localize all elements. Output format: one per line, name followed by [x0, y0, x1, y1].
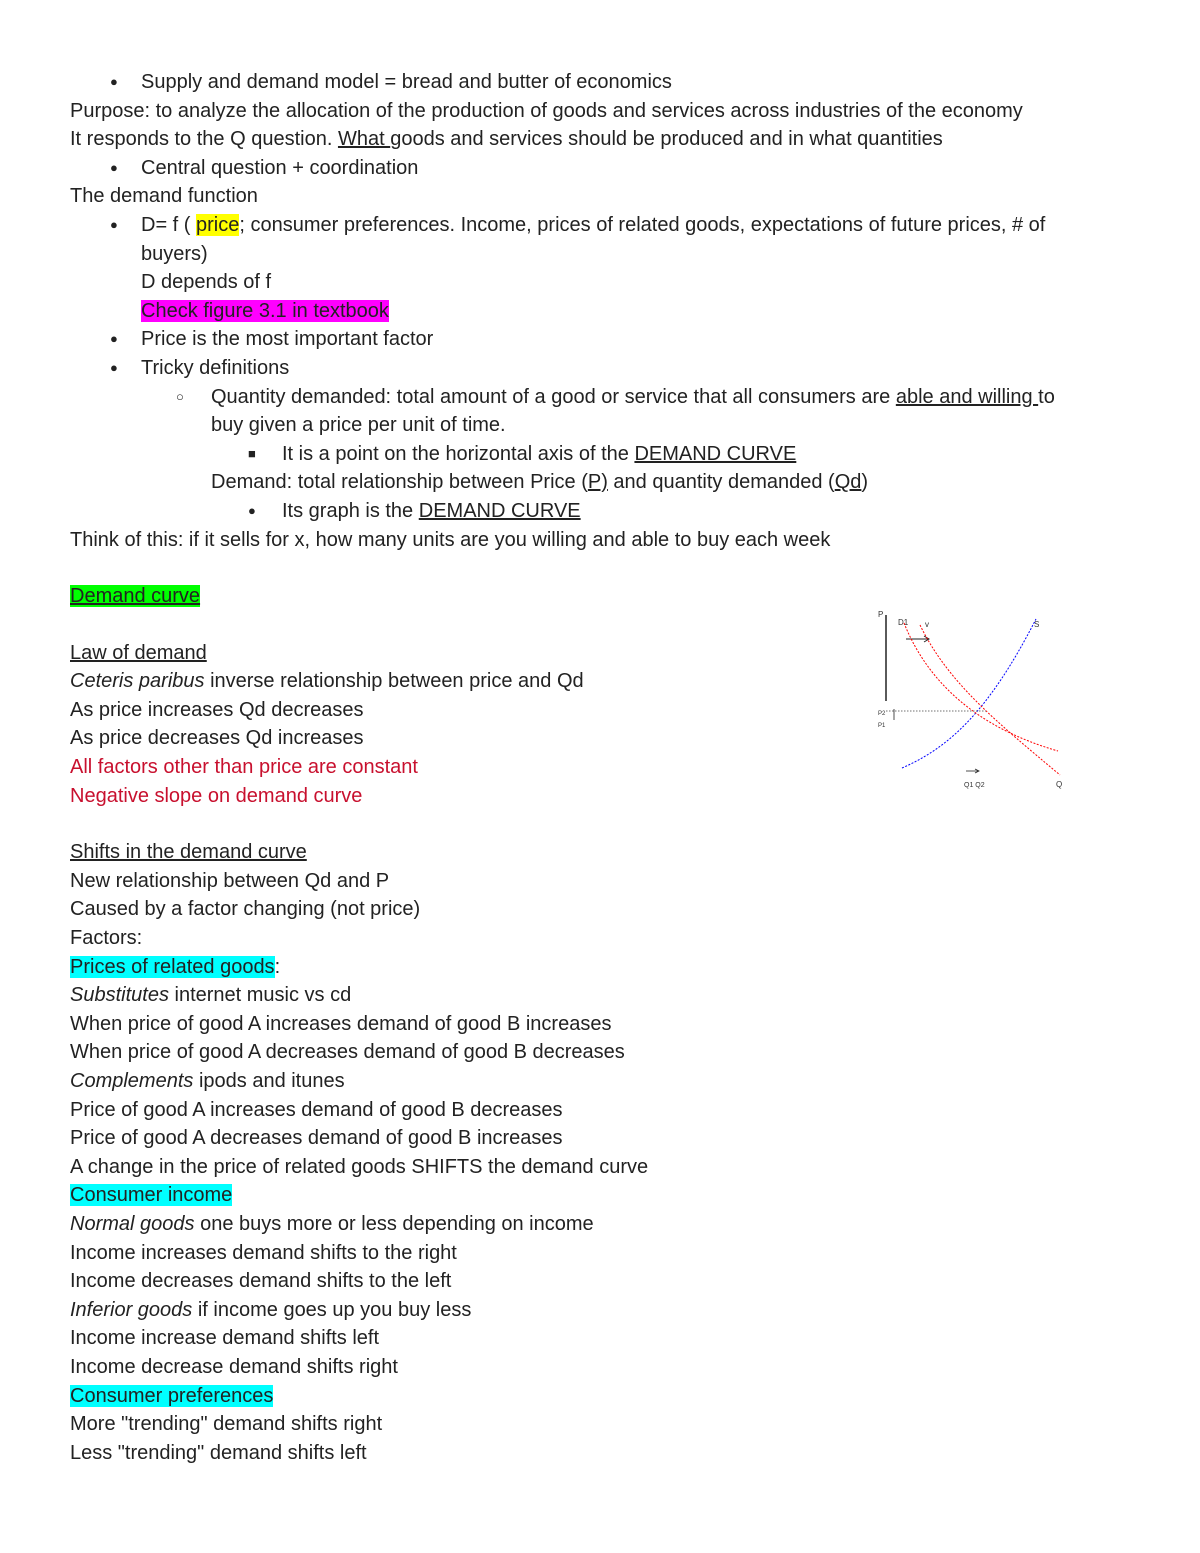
text: to [1038, 385, 1055, 408]
text: ; consumer preferences. Income, prices of related goods, expectations of future prices, # of [239, 213, 1046, 236]
bullet-line [70, 383, 1160, 412]
text: one buys more or less depending on income [194, 1212, 594, 1235]
text-line [70, 838, 1160, 867]
supply-label: S [1034, 620, 1040, 629]
bullet-circle-icon: ○ [176, 388, 184, 404]
text: buy given a price per unit of time. [211, 414, 506, 437]
price-axis-label: P [878, 610, 884, 619]
bullet-disc-icon: ● [110, 216, 118, 232]
text-line [70, 297, 1160, 326]
bullet-line [70, 68, 1160, 97]
bullet-disc-icon: ● [110, 359, 118, 375]
text: Quantity demanded: total amount of a good or service that all consumers are [211, 385, 896, 408]
text-line [70, 1382, 1160, 1411]
text: It is a point on the horizontal axis of the [282, 442, 635, 465]
bullet-line [70, 440, 1160, 469]
text-line [70, 1267, 1160, 1296]
text: Price of good A increases demand of good B decreases [70, 1098, 563, 1121]
text-line [70, 125, 1160, 154]
italic-text: Inferior goods [70, 1298, 193, 1321]
subheading: Shifts in the demand curve [70, 841, 307, 864]
text: Central question + coordination [141, 156, 419, 179]
subheading: Law of demand [70, 641, 207, 664]
bullet-line [70, 325, 1160, 354]
text: Supply and demand model = bread and butter of economics [141, 71, 672, 93]
underlined-text: DEMAND CURVE [634, 442, 797, 465]
blank-line [70, 554, 1160, 582]
text-line [70, 240, 1160, 269]
quantity-ticks-label: Q1 Q2 [964, 782, 985, 789]
text: buyers) [141, 242, 208, 265]
text-line [70, 1010, 1160, 1039]
text: internet music vs cd [168, 984, 352, 1007]
bullet-disc-icon: ● [110, 159, 118, 175]
text-line [70, 468, 1160, 497]
text: ) [861, 471, 869, 494]
text: Price of good A decreases demand of good B increases [70, 1127, 563, 1150]
text-line [70, 1296, 1160, 1325]
text: ipods and itunes [193, 1070, 345, 1092]
bullet-disc-icon: ● [248, 502, 256, 518]
text-line [70, 1153, 1160, 1182]
bullet-line [70, 497, 1160, 526]
text: As price decreases Qd increases [70, 727, 364, 750]
p1-label: P1 [878, 723, 886, 729]
quantity-axis-label: Q [1056, 780, 1063, 789]
text-line [70, 867, 1160, 896]
text: When price of good A increases demand of good B increases [70, 1012, 612, 1035]
highlighted-text: Check figure 3.1 in textbook [141, 299, 389, 322]
red-text: Negative slope on demand curve [70, 784, 363, 807]
text: Income decreases demand shifts to the left [70, 1270, 452, 1293]
text-line [70, 1439, 1160, 1468]
bullet-disc-icon: ● [110, 74, 118, 89]
blank-line [70, 810, 1160, 838]
text: D depends of f [141, 271, 272, 294]
text: Demand: total relationship between Price ( [211, 471, 588, 494]
text: and quantity demanded ( [607, 471, 835, 494]
text-line [70, 1181, 1160, 1210]
underlined-text: able and willing [895, 385, 1039, 408]
red-text: All factors other than price are constant [70, 756, 418, 779]
p2-label: P2 [878, 711, 886, 717]
text: New relationship between Qd and P [70, 869, 390, 892]
text: D= f ( [141, 213, 197, 236]
text-line [70, 268, 1160, 297]
text-line [70, 924, 1160, 953]
underlined-text: DEMAND CURVE [418, 499, 581, 522]
text-line [70, 1324, 1160, 1353]
text: Purpose: to analyze the allocation of the production of goods and services across industries of the economy [70, 99, 1023, 122]
demand-curve-d1 [904, 623, 1058, 751]
underlined-text: What [337, 128, 391, 151]
highlighted-text: Consumer preferences [70, 1384, 274, 1407]
text-line [70, 1067, 1160, 1096]
italic-text: Normal goods [70, 1212, 195, 1235]
bullet-line [70, 154, 1160, 183]
highlighted-text: Consumer income [70, 1184, 233, 1207]
highlighted-text: price [196, 213, 240, 236]
text: Income decrease demand shifts right [70, 1355, 398, 1378]
text: When price of good A decreases demand of good B decreases [70, 1041, 625, 1064]
bullet-line [70, 354, 1160, 383]
text-line [70, 1124, 1160, 1153]
text-line [70, 1096, 1160, 1125]
section-heading: Demand curve [70, 585, 201, 608]
text: Think of this: if it sells for x, how many units are you willing and able to buy each week [70, 528, 831, 551]
text-line [70, 182, 1160, 211]
highlighted-text: Prices of related goods [70, 955, 275, 978]
text-line [70, 97, 1160, 126]
text: Income increase demand shifts left [70, 1327, 380, 1350]
text-line [70, 1353, 1160, 1382]
text-line [70, 1410, 1160, 1439]
text-line [70, 411, 1160, 440]
text: Tricky definitions [141, 356, 290, 379]
text: goods and services should be produced and in what quantities [390, 128, 943, 151]
text: As price increases Qd decreases [70, 698, 364, 721]
text: Factors: [70, 927, 143, 950]
bullet-line [70, 211, 1160, 240]
text-line [70, 1210, 1160, 1239]
text: Its graph is the [282, 499, 419, 522]
text: Caused by a factor changing (not price) [70, 898, 421, 921]
demand-curve-d2 [920, 625, 1060, 775]
text: Income increases demand shifts to the right [70, 1241, 457, 1264]
bullet-disc-icon: ● [110, 331, 118, 347]
underlined-text: Qd [834, 471, 862, 494]
italic-text: Complements [70, 1070, 194, 1092]
text: inverse relationship between price and Qd [204, 670, 584, 693]
text-line [70, 1038, 1160, 1067]
text-line [70, 953, 1160, 982]
text-line [70, 895, 1160, 924]
italic-text: Ceteris paribus [70, 670, 205, 693]
text: More "trending" demand shifts right [70, 1413, 383, 1436]
text-line [70, 526, 1160, 555]
demand-shift-graph [868, 603, 1078, 798]
text-line [70, 981, 1160, 1010]
text-line [70, 1239, 1160, 1268]
bullet-square-icon: ■ [248, 445, 256, 461]
text: : [274, 955, 281, 978]
text: if income goes up you buy less [192, 1298, 472, 1321]
text: The demand function [70, 185, 258, 208]
d2-label: v [925, 620, 929, 629]
underlined-text: P) [587, 471, 608, 494]
text: It responds to the Q question. [70, 128, 338, 151]
italic-text: Substitutes [70, 984, 169, 1007]
text: A change in the price of related goods SHIFTS the demand curve [70, 1155, 649, 1178]
text: Less "trending" demand shifts left [70, 1441, 367, 1464]
d1-label: D1 [898, 618, 909, 627]
text: Price is the most important factor [141, 328, 434, 351]
